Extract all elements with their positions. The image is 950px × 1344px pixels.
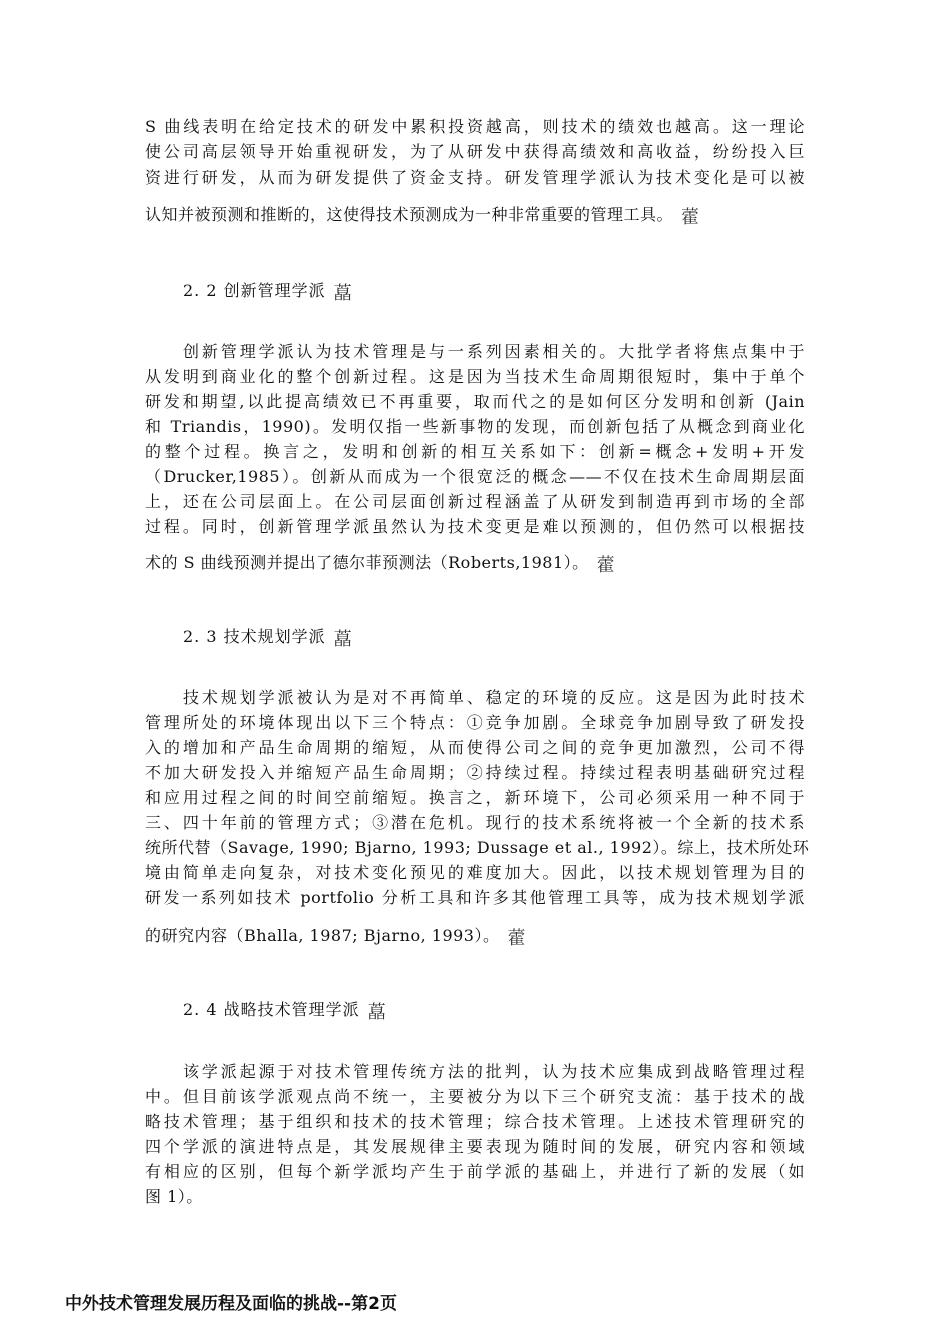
text-line: 技术规划学派被认为是对不再简单、稳定的环境的反应。这是因为此时技术: [183, 688, 805, 707]
text-line: 过程。同时，创新管理学派虽然认为技术变更是难以预测的，但仍然可以根据技: [145, 517, 805, 536]
text-line: 和 Triandis，1990)。发明仅指一些新事物的发现，而创新包括了从概念到商业化: [145, 417, 805, 436]
section-heading-2-3: [183, 627, 353, 650]
text-line: 研发和期望,以此提高绩效已不再重要，取而代之的是如何区分发明和创新 (Jain: [145, 392, 805, 411]
text-line: 境由简单走向复杂，对技术变化预见的难度加大。因此，以技术规划管理为目的: [145, 863, 805, 882]
text-line: 不加大研发投入并缩短产品生命周期；②持续过程。持续过程表明基础研究过程: [145, 763, 805, 782]
garbled-glyph-mark: 藠: [367, 1002, 387, 1023]
section-heading-2-4: [183, 1000, 387, 1023]
garbled-glyph-mark: 藿: [681, 207, 700, 228]
text-line: 略技术管理；基于组织和技术的技术管理；综合技术管理。上述技术管理研究的: [145, 1112, 805, 1131]
heading-text: 2. 2 创新管理学派: [183, 281, 326, 300]
text-line: 三、四十年前的管理方式；③潜在危机。现行的技术系统将被一个全新的技术系: [145, 813, 805, 832]
text-line: [145, 926, 805, 949]
text-line: 该学派起源于对技术管理传统方法的批判，认为技术应集成到战略管理过程: [183, 1062, 805, 1081]
text-line: 有相应的区别，但每个新学派均产生于前学派的基础上，并进行了新的发展（如: [145, 1162, 805, 1181]
text-line: 资进行研发，从而为研发提供了资金支持。研发管理学派认为技术变化是可以被: [145, 168, 805, 187]
text-line: 从发明到商业化的整个创新过程。这是因为当技术生命周期很短时，集中于单个: [145, 367, 805, 386]
text-content: 的研究内容（Bhalla, 1987; Bjarno, 1993）。: [145, 926, 500, 945]
text-line: 中。但目前该学派观点尚不统一，主要被分为以下三个研究支流：基于技术的战: [145, 1087, 805, 1106]
text-line: 入的增加和产品生命周期的缩短，从而使得公司之间的竞争更加激烈，公司不得: [145, 738, 805, 757]
text-line: [145, 553, 805, 576]
garbled-glyph-mark: 藠: [333, 283, 353, 304]
text-line: 管理所处的环境体现出以下三个特点：①竞争加剧。全球竞争加剧导致了研发投: [145, 713, 805, 732]
text-line: 使公司高层领导开始重视研发，为了从研发中获得高绩效和高收益，纷纷投入巨: [145, 142, 805, 161]
text-line: [145, 205, 805, 228]
text-line: 图 1）。: [145, 1187, 203, 1206]
page-footer: 中外技术管理发展历程及面临的挑战--第2页: [65, 1294, 397, 1314]
text-content: 术的 S 曲线预测并提出了德尔菲预测法（Roberts,1981）。: [145, 553, 589, 572]
text-line: S 曲线表明在给定技术的研发中累积投资越高，则技术的绩效也越高。这一理论: [145, 117, 805, 136]
text-line: 的整个过程。换言之，发明和创新的相互关系如下：创新=概念+发明+开发: [145, 442, 805, 461]
text-line: 研发一系列如技术 portfolio 分析工具和许多其他管理工具等，成为技术规划学派: [145, 888, 805, 907]
text-line: 统所代替（Savage, 1990; Bjarno, 1993; Dussage et al., 1992）。综上，技术所处环: [145, 838, 810, 857]
text-line: 上，还在公司层面上。在公司层面创新过程涵盖了从研发到制造再到市场的全部: [145, 492, 805, 511]
text-content: 认知并被预测和推断的，这使得技术预测成为一种非常重要的管理工具。: [145, 205, 674, 224]
text-line: 创新管理学派认为技术管理是与一系列因素相关的。大批学者将焦点集中于: [183, 342, 805, 361]
text-line: 和应用过程之间的时间空前缩短。换言之，新环境下，公司必须采用一种不同于: [145, 788, 805, 807]
garbled-glyph-mark: 藿: [507, 928, 526, 949]
heading-text: 2. 4 战略技术管理学派: [183, 1000, 360, 1019]
garbled-glyph-mark: 藿: [596, 555, 616, 576]
section-heading-2-2: [183, 281, 353, 304]
text-line: （Drucker,1985）。创新从而成为一个很宽泛的概念——不仅在技术生命周期层面: [145, 467, 805, 486]
garbled-glyph-mark: 藠: [333, 629, 353, 650]
text-line: 四个学派的演进特点是，其发展规律主要表现为随时间的发展，研究内容和领域: [145, 1137, 805, 1156]
heading-text: 2. 3 技术规划学派: [183, 627, 326, 646]
